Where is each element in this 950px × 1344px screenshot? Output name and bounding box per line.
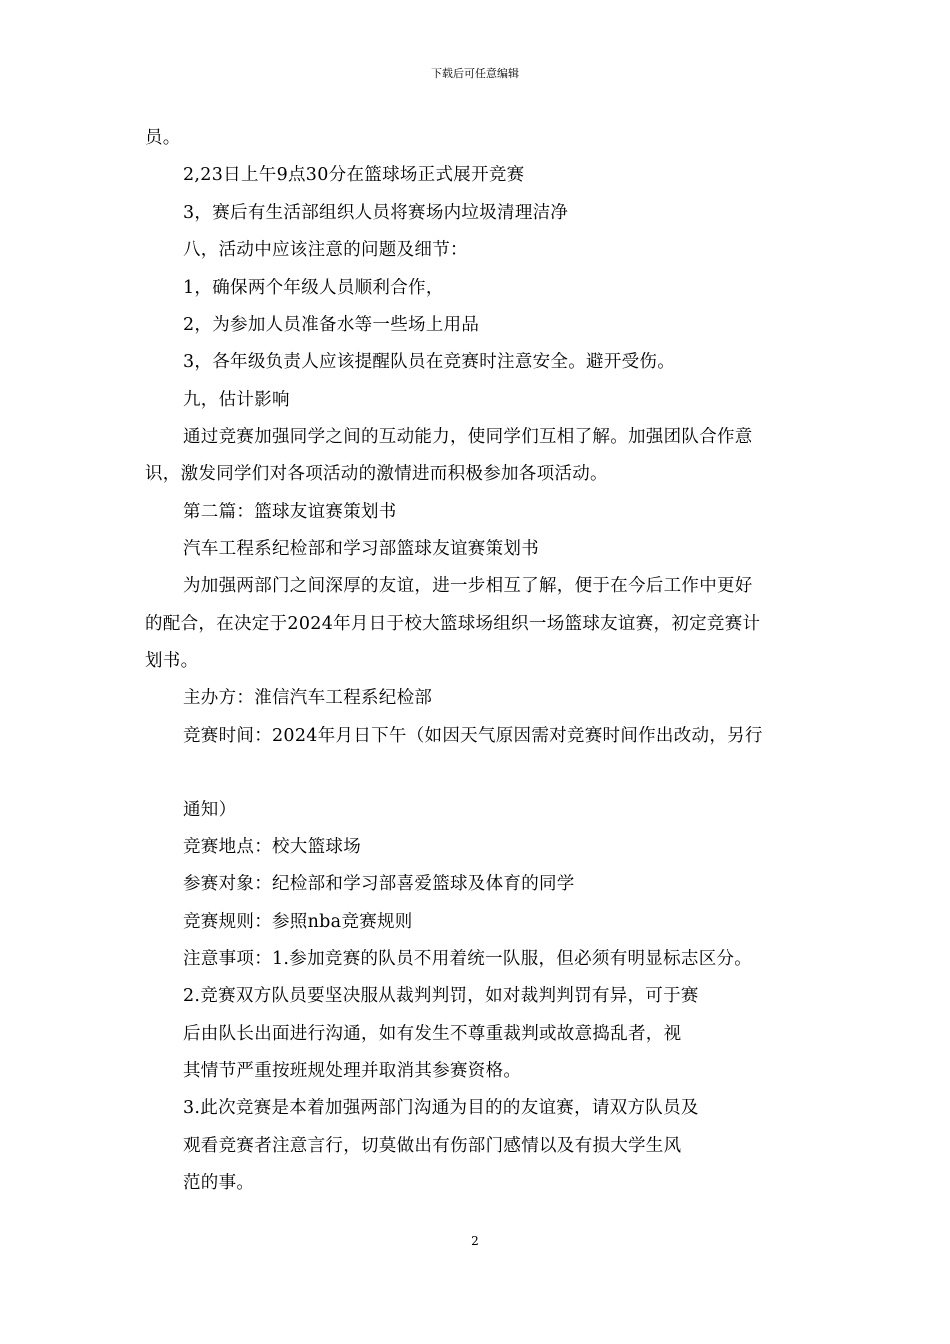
body-line: 1，确保两个年级人员顺利合作， xyxy=(183,278,444,298)
body-line: 2,23日上午9点30分在篮球场正式展开竞赛 xyxy=(183,165,525,185)
body-line: 识，激发同学们对各项活动的激情进而积极参加各项活动。 xyxy=(145,464,608,484)
document-title: 汽车工程系纪检部和学习部篮球友谊赛策划书 xyxy=(183,539,539,559)
body-line: 其情节严重按班规处理并取消其参赛资格。 xyxy=(183,1061,522,1081)
section-heading: 九，估计影响 xyxy=(183,390,290,410)
body-line: 参赛对象：纪检部和学习部喜爱篮球及体育的同学 xyxy=(183,874,575,894)
body-line: 的配合，在决定于2024年月日于校大篮球场组织一场篮球友谊赛，初定竞赛计 xyxy=(145,614,761,634)
body-line: 3，各年级负责人应该提醒队员在竞赛时注意安全。避开受伤。 xyxy=(183,352,676,372)
body-line: 2，为参加人员准备水等一些场上用品 xyxy=(183,315,480,335)
body-line: 通知） xyxy=(183,800,237,820)
page-header: 下载后可任意编辑 xyxy=(431,67,519,80)
body-line: 范的事。 xyxy=(183,1173,255,1193)
body-line: 竞赛地点：校大篮球场 xyxy=(183,837,361,857)
page-number: 2 xyxy=(471,1234,479,1248)
body-line: 竞赛规则：参照nba竞赛规则 xyxy=(183,912,413,932)
body-line: 后由队长出面进行沟通，如有发生不尊重裁判或故意捣乱者，视 xyxy=(183,1024,682,1044)
body-line: 员。 xyxy=(145,128,181,148)
body-line: 3.此次竞赛是本着加强两部门沟通为目的的友谊赛，请双方队员及 xyxy=(183,1098,699,1118)
body-line: 通过竞赛加强同学之间的互动能力，使同学们互相了解。加强团队合作意 xyxy=(183,427,753,447)
body-line: 注意事项：1.参加竞赛的队员不用着统一队服，但必须有明显标志区分。 xyxy=(183,949,753,969)
body-line: 3，赛后有生活部组织人员将赛场内垃圾清理洁净 xyxy=(183,203,569,223)
section-heading: 八，活动中应该注意的问题及细节： xyxy=(183,240,468,260)
body-line: 观看竞赛者注意言行，切莫做出有伤部门感情以及有损大学生风 xyxy=(183,1136,682,1156)
section-heading: 第二篇：篮球友谊赛策划书 xyxy=(183,502,397,522)
body-line: 划书。 xyxy=(145,651,199,671)
body-line: 竞赛时间：2024年月日下午（如因天气原因需对竞赛时间作出改动，另行 xyxy=(183,726,763,746)
body-line: 主办方：淮信汽车工程系纪检部 xyxy=(183,688,433,708)
body-line: 2.竞赛双方队员要坚决服从裁判判罚，如对裁判判罚有异，可于赛 xyxy=(183,986,699,1006)
body-line: 为加强两部门之间深厚的友谊，进一步相互了解，便于在今后工作中更好 xyxy=(183,576,753,596)
